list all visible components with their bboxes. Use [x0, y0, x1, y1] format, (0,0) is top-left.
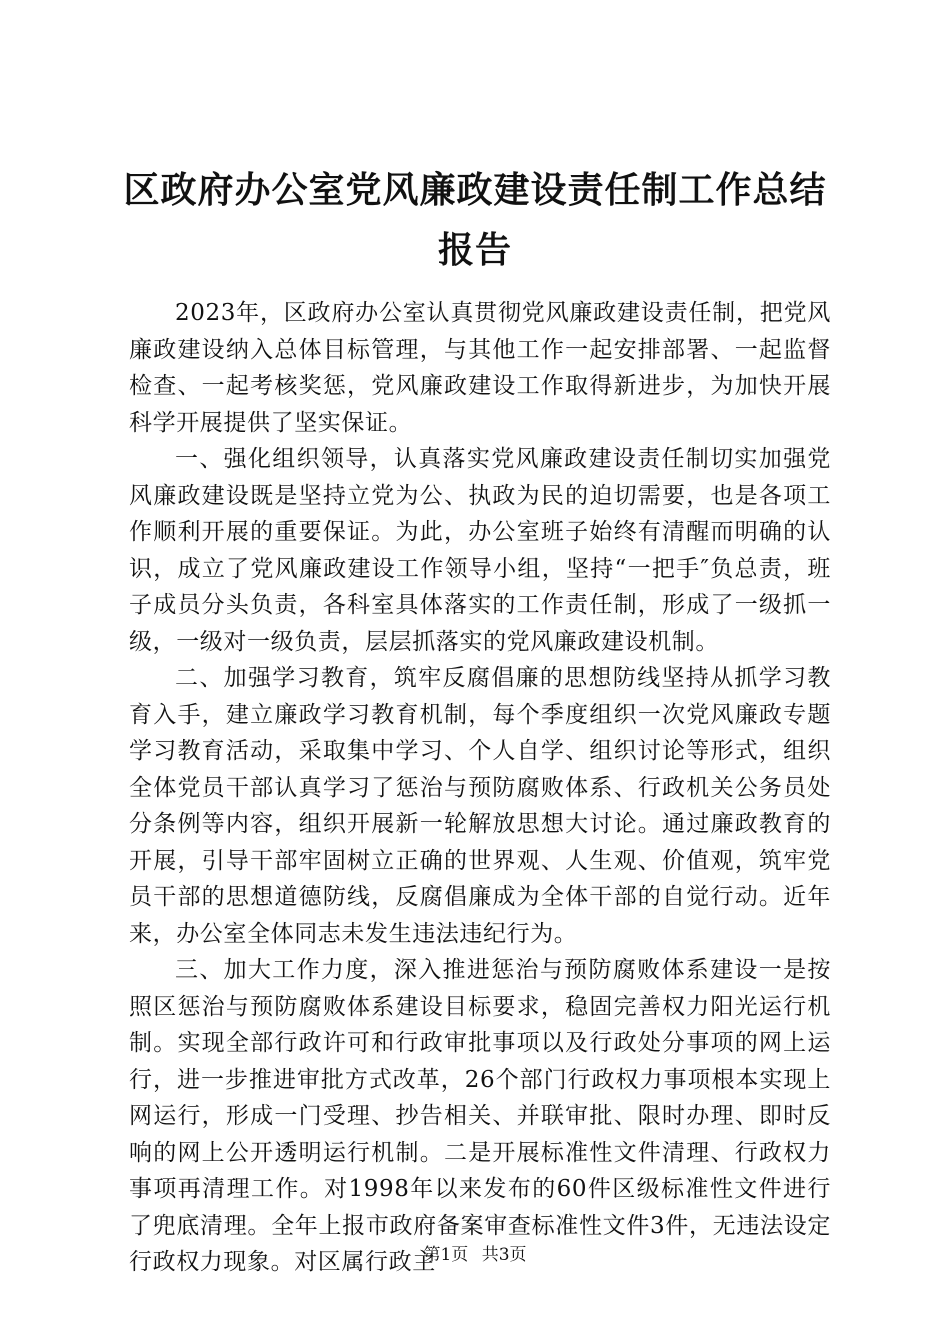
document-body: [129, 295, 831, 1281]
paragraph-intro: 2023年，区政府办公室认真贯彻党风廉政建设责任制，把党风廉政建设纳入总体目标管理，与其他工作一起安排部署、一起监督检查、一起考核奖惩，党风廉政建设工作取得新进步，为加快开展科学开展提供了坚实保证。: [129, 300, 831, 436]
paragraph-section-3: 三、加大工作力度，深入推进惩治与预防腐败体系建设一是按照区惩治与预防腐败体系建设目标要求，稳固完善权力阳光运行机制。实现全部行政许可和行政审批事项以及行政处分事项的网上运行，进一步推进审批方式改革，26个部门行政权力事项根本实现上网运行，形成一门受理、抄告相关、并联审批、限时办理、即时反响的网上公开透明运行机制。二是开展标准性文件清理、行政权力事项再清理工作。对1998年以来发布的60件区级标准性文件进行了兜底清理。全年上报市政府备案审查标准性文件3件，无违法设定行政权力现象。对区属行政主: [129, 957, 831, 1275]
paragraph-section-2: 二、加强学习教育，筑牢反腐倡廉的思想防线坚持从抓学习教育入手，建立廉政学习教育机制，每个季度组织一次党风廉政专题学习教育活动，采取集中学习、个人自学、组织讨论等形式，组织全体党员干部认真学习了惩治与预防腐败体系、行政机关公务员处分条例等内容，组织开展新一轮解放思想大讨论。通过廉政教育的开展，引导干部牢固树立正确的世界观、人生观、价值观，筑牢党员干部的思想道德防线，反腐倡廉成为全体干部的自觉行动。近年来，办公室全体同志未发生违法违纪行为。: [129, 665, 831, 947]
document-title: 区政府办公室党风廉政建设责任制工作总结报告: [123, 169, 827, 271]
paragraph-section-1: 一、强化组织领导，认真落实党风廉政建设责任制切实加强党风廉政建设既是坚持立党为公、执政为民的迫切需要，也是各项工作顺利开展的重要保证。为此，办公室班子始终有清醒而明确的认识，成立了党风廉政建设工作领导小组，坚持“一把手″负总责，班子成员分头负责，各科室具体落实的工作责任制，形成了一级抓一级，一级对一级负责，层层抓落实的党风廉政建设机制。: [129, 446, 831, 655]
page-total: 共3页: [481, 1245, 527, 1265]
page-footer: [0, 1243, 950, 1267]
page-number: 第1页: [423, 1245, 469, 1265]
